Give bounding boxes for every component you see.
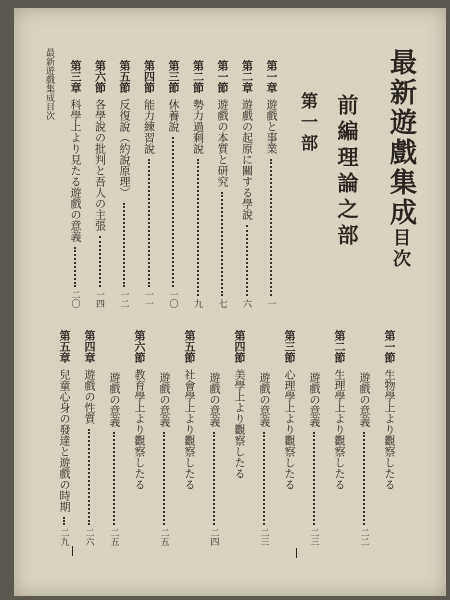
toc-top-row	[213, 60, 231, 308]
toc-bottom-label: 第五節	[183, 330, 196, 363]
toc-top-leader	[221, 192, 223, 296]
toc-top-leader	[246, 225, 248, 296]
toc-top-label: 第四節	[142, 60, 156, 93]
toc-bottom-page-number: 二三	[308, 528, 319, 546]
toc-bottom-row	[280, 330, 298, 546]
toc-bottom-text: 遊戲の意義	[108, 372, 121, 427]
toc-bottom-row	[205, 330, 223, 546]
toc-bottom-text: 遊戲の性質	[83, 369, 96, 424]
toc-bottom-text: 遊戲の意義	[258, 372, 271, 427]
toc-top-text: 勢力過剩說	[191, 99, 205, 154]
toc-top-label: 第五節	[118, 60, 131, 93]
running-footer: 最新遊戲集成目次	[44, 48, 54, 120]
toc-top-page-number: 二〇	[69, 290, 80, 308]
book-title-main: 最新遊戲集成	[385, 48, 416, 228]
toc-bottom-leader	[113, 432, 115, 525]
toc-bottom-text: 生物學上より觀察したる	[383, 369, 396, 490]
toc-bottom-row	[230, 330, 248, 546]
toc-bottom-row	[355, 330, 373, 546]
toc-bottom-row	[80, 330, 98, 546]
toc-top-row	[238, 60, 256, 308]
toc-bottom-leader	[163, 432, 165, 525]
toc-top-leader	[123, 203, 125, 287]
toc-bottom-row	[180, 330, 198, 546]
toc-bottom-text: 兒童心身の發達と遊戲の時期	[58, 369, 71, 512]
toc-top-text: 各學說の批判と吾人の主張	[93, 99, 107, 231]
toc-bottom-row	[105, 330, 123, 546]
toc-top-leader	[197, 159, 199, 296]
toc-top-label: 第三節	[167, 60, 180, 93]
toc-top-page-number: 一四	[94, 290, 104, 308]
toc-bottom-label: 第六節	[133, 330, 146, 363]
toc-bottom-page-number: 二六	[83, 528, 94, 546]
toc-bottom-row	[55, 330, 73, 546]
toc-bottom-row	[380, 330, 398, 546]
toc-bottom-page-number: 二九	[58, 528, 69, 546]
toc-top-leader	[99, 236, 101, 287]
toc-top-text: 能力練習說	[142, 99, 156, 154]
toc-top-text: 遊戲の本質と研究	[216, 99, 229, 187]
toc-bottom-page-number: 二四	[208, 528, 219, 546]
toc-top-text: 反復說（約說原理）	[118, 99, 131, 198]
toc-top-leader	[270, 159, 272, 296]
toc-top-leader	[74, 247, 76, 287]
toc-bottom-text: 遊戲の意義	[358, 372, 371, 427]
toc-bottom-text: 教育學上より觀察したる	[133, 369, 146, 490]
toc-top-label: 第三章	[69, 60, 82, 93]
toc-bottom-row	[130, 330, 148, 546]
toc-top-label: 第一章	[265, 60, 278, 93]
toc-bottom-leader	[63, 517, 65, 525]
book-title-suffix: 目次	[390, 228, 411, 270]
toc-bottom-text: 遊戲の意義	[308, 372, 321, 427]
page-mark	[296, 548, 297, 558]
toc-bottom-row	[305, 330, 323, 546]
toc-bottom-leader	[88, 429, 90, 525]
toc-bottom-page-number: 二二	[358, 528, 369, 546]
toc-bottom-page-number: 二五	[158, 528, 169, 546]
toc-top-label: 第一節	[216, 60, 229, 93]
toc-top-leader	[148, 159, 150, 287]
toc-bottom-label: 第二節	[333, 330, 346, 363]
toc-top-label: 第二節	[191, 60, 205, 93]
toc-top-text: 科學上より見たる遊戲の意義	[69, 99, 82, 242]
toc-bottom-text: 美學上より觀察したる	[233, 369, 246, 479]
book-page	[14, 8, 446, 596]
toc-top-page-number: 六	[241, 299, 251, 308]
toc-bottom-row	[255, 330, 273, 546]
toc-top-text: 休養說	[167, 99, 180, 132]
toc-top-page-number: 一	[265, 299, 276, 308]
toc-top-leader	[172, 137, 174, 287]
toc-bottom-row	[330, 330, 348, 546]
toc-bottom-text: 心理學上より觀察したる	[283, 369, 296, 490]
toc-top-row	[262, 60, 280, 308]
toc-top-page-number: 一〇	[167, 290, 178, 308]
toc-bottom-leader	[363, 432, 365, 525]
toc-bottom-label: 第一節	[383, 330, 396, 363]
section-title: 前編理論之部	[335, 94, 360, 250]
toc-bottom-label: 第四章	[83, 330, 96, 363]
toc-top-page-number: 一一	[143, 290, 153, 308]
toc-top-page-number: 七	[216, 299, 227, 308]
toc-top-row	[115, 60, 133, 308]
toc-bottom-label: 第三節	[283, 330, 296, 363]
toc-bottom-text: 遊戲の意義	[158, 372, 171, 427]
toc-bottom-leader	[263, 432, 265, 525]
toc-bottom-text: 生理學上より觀察したる	[333, 369, 346, 490]
toc-top-row	[91, 60, 109, 308]
toc-bottom-text: 遊戲の意義	[208, 372, 221, 427]
toc-bottom-leader	[213, 432, 215, 525]
toc-bottom-page-number: 二三	[258, 528, 269, 546]
toc-top-label: 第二章	[240, 60, 254, 93]
toc-top-row	[189, 60, 207, 308]
toc-bottom-row	[155, 330, 173, 546]
toc-bottom-text: 社會學上より觀察したる	[183, 369, 196, 490]
toc-bottom-page-number: 二五	[108, 528, 119, 546]
toc-top-text: 遊戲の起原に關する學說	[240, 99, 254, 220]
toc-bottom-label: 第四節	[233, 330, 246, 363]
toc-bottom-label: 第五章	[58, 330, 71, 363]
book-title	[387, 48, 414, 270]
toc-top-text: 遊戲と事業	[265, 99, 278, 154]
toc-top-label: 第六節	[93, 60, 107, 93]
toc-top-page-number: 一二	[118, 290, 129, 308]
part-title: 第一部	[297, 92, 317, 155]
toc-top-row	[66, 60, 84, 308]
page-mark	[72, 546, 73, 556]
toc-bottom-leader	[313, 432, 315, 525]
toc-top-row	[140, 60, 158, 308]
toc-top-row	[164, 60, 182, 308]
toc-top-page-number: 九	[192, 299, 202, 308]
